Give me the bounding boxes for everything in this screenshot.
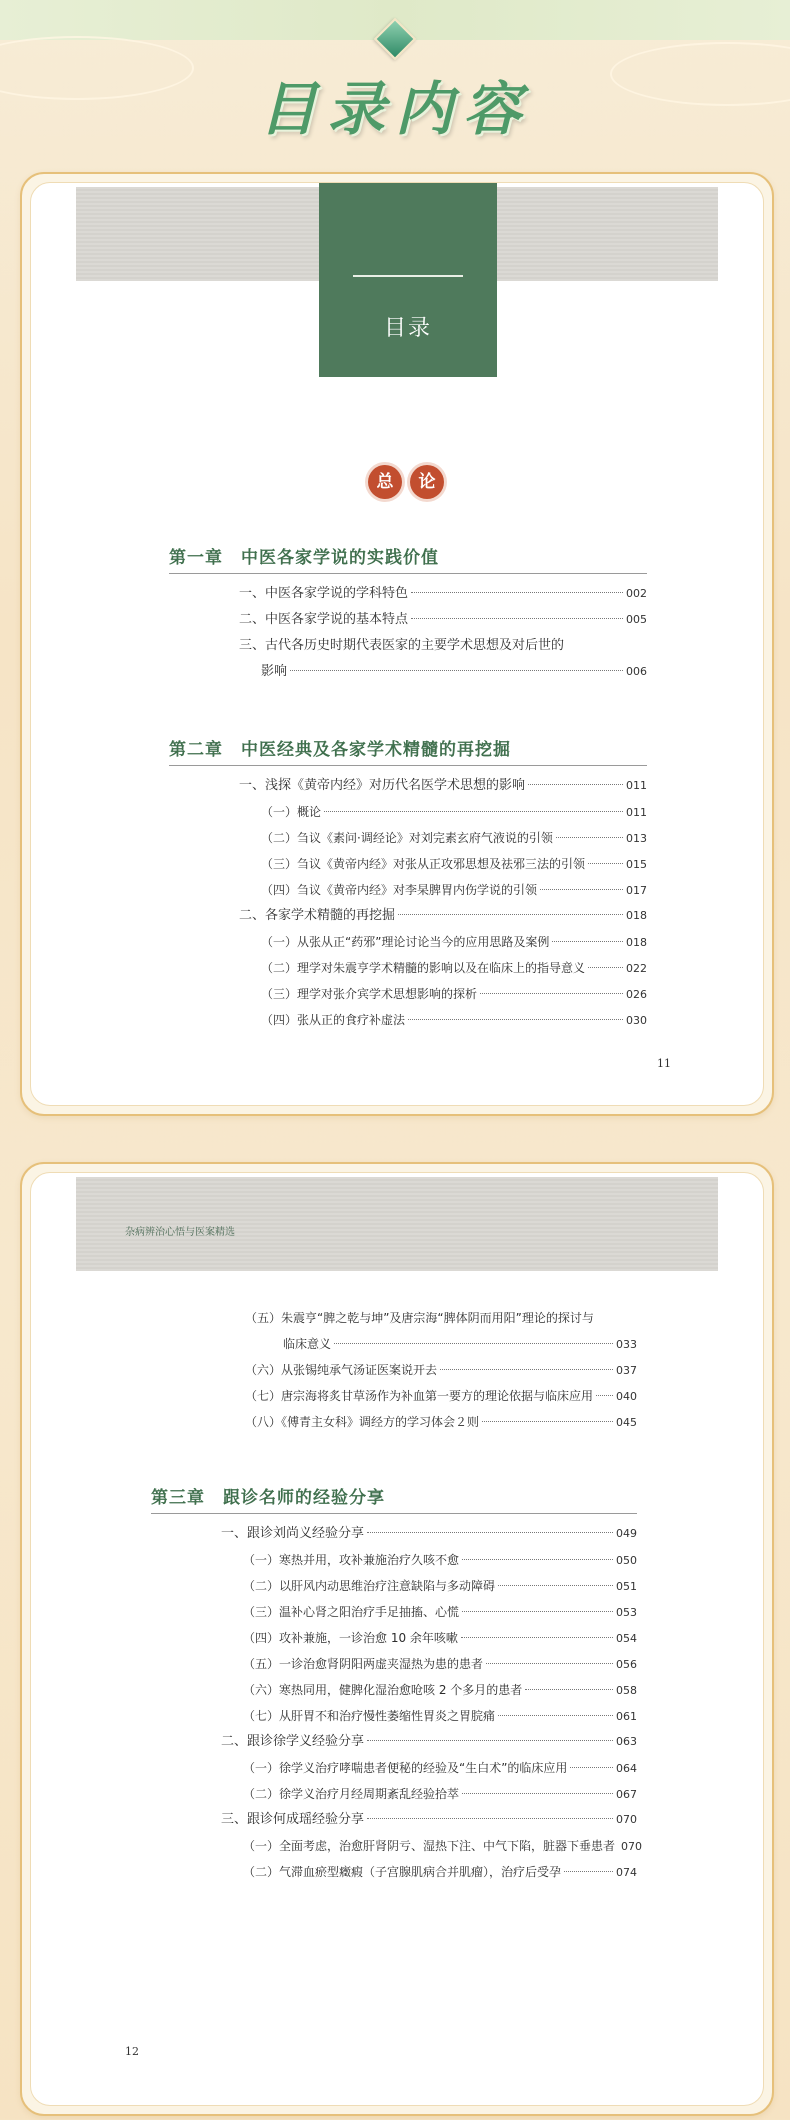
chapter-2-entries (239, 773, 647, 1033)
toc-entry[interactable]: 二、跟诊徐学义经验分享 063 (221, 1734, 637, 1749)
toc-page-2 (30, 1172, 764, 2106)
chapter-1-heading (169, 543, 439, 568)
toc-entry[interactable]: （三）理学对张介宾学术思想影响的探析 026 (261, 987, 647, 1001)
toc-entry[interactable]: （六）寒热同用，健脾化湿治愈呛咳 2 个多月的患者 058 (243, 1683, 637, 1697)
toc-entry[interactable]: 二、中医各家学说的基本特点 005 (239, 612, 647, 627)
toc-entry[interactable]: （二）以肝风内动思维治疗注意缺陷与多动障碍 051 (243, 1579, 637, 1593)
toc-entry[interactable]: （五）一诊治愈肾阴阳两虚夹湿热为患的患者 056 (243, 1657, 637, 1671)
chapter-title: 中医经典及各家学术精髓的再挖掘 (241, 740, 511, 760)
toc-entry[interactable]: （七）唐宗海将炙甘草汤作为补血第一要方的理论依据与临床应用 040 (245, 1389, 637, 1403)
toc-entry[interactable]: （二）刍议《素问·调经论》对刘完素玄府气液说的引领 013 (261, 831, 647, 845)
chapter-3-rule (151, 1513, 637, 1514)
toc-entry[interactable]: 一、中医各家学说的学科特色 002 (239, 586, 647, 601)
toc-entry[interactable]: （四）攻补兼施，一诊治愈 10 余年咳嗽 054 (243, 1631, 637, 1645)
toc-page-1 (30, 182, 764, 1106)
toc-entry-continued[interactable]: 影响 006 (261, 664, 647, 679)
toc-entry[interactable]: （四）张从正的食疗补虚法 030 (261, 1013, 647, 1027)
toc-entry[interactable]: （二）理学对朱震亨学术精髓的影响以及在临床上的指导意义 022 (261, 961, 647, 975)
chapter-title: 跟诊名师的经验分享 (223, 1488, 385, 1508)
toc-entry[interactable]: （二）徐学义治疗月经周期紊乱经验拾萃 067 (243, 1787, 637, 1801)
toc-entry[interactable]: （七）从肝胃不和治疗慢性萎缩性胃炎之胃脘痛 061 (243, 1709, 637, 1723)
toc-title-box (319, 183, 497, 377)
badge-lun: 论 (410, 465, 444, 499)
chapter-number: 第二章 (169, 740, 223, 760)
chapter-number: 第一章 (169, 548, 223, 568)
chapter-1-rule (169, 573, 647, 574)
toc-page-card-2 (20, 1162, 774, 2116)
chapter-3-heading (151, 1483, 385, 1508)
running-head: 杂病辨治心悟与医案精选 (125, 1227, 235, 1238)
page-header-title: 目录内容 (258, 75, 531, 143)
toc-entry[interactable]: 一、浅探《黄帝内经》对历代名医学术思想的影响 011 (239, 778, 647, 793)
title-divider (353, 275, 463, 277)
toc-entry[interactable]: （五）朱震亨“脾之乾与坤”及唐宗海“脾体阴而用阳”理论的探讨与 (245, 1311, 594, 1325)
chapter-1-entries (239, 581, 647, 685)
badge-zong: 总 (368, 465, 402, 499)
chapter-title: 中医各家学说的实践价值 (241, 548, 439, 568)
toc-entry[interactable]: （一）概论 011 (261, 805, 647, 819)
toc-page-card-1 (20, 172, 774, 1116)
toc-entry[interactable]: （一）寒热并用，攻补兼施治疗久咳不愈 050 (243, 1553, 637, 1567)
chapter-2-heading (169, 735, 511, 760)
toc-entry[interactable]: 一、跟诊刘尚义经验分享 049 (221, 1526, 637, 1541)
toc-entry[interactable]: （六）从张锡纯承气汤证医案说开去 037 (245, 1363, 637, 1377)
toc-entry[interactable]: 二、各家学术精髓的再挖掘 018 (239, 908, 647, 923)
toc-entry[interactable]: （一）徐学义治疗哮喘患者便秘的经验及“生白术”的临床应用 064 (243, 1761, 637, 1775)
continued-entries (245, 1305, 637, 1435)
toc-entry[interactable]: （四）刍议《黄帝内经》对李杲脾胃内伤学说的引领 017 (261, 883, 647, 897)
chapter-3-entries (221, 1521, 643, 1885)
page-number: 11 (657, 1057, 671, 1070)
chapter-2-rule (169, 765, 647, 766)
toc-entry[interactable]: （三）刍议《黄帝内经》对张从正攻邪思想及祛邪三法的引领 015 (261, 857, 647, 871)
toc-entry[interactable]: （八）《傅青主女科》调经方的学习体会２则 045 (245, 1415, 637, 1429)
chapter-number: 第三章 (151, 1488, 205, 1508)
toc-entry[interactable]: （三）温补心肾之阳治疗手足抽搐、心慌 053 (243, 1605, 637, 1619)
toc-entry[interactable]: （一）全面考虑，治愈肝肾阴亏、湿热下注、中气下陷，脏器下垂患者 070 (243, 1839, 643, 1853)
toc-entry[interactable]: 三、跟诊何成瑶经验分享 070 (221, 1812, 637, 1827)
toc-entry[interactable]: （一）从张从正“药邪”理论讨论当今的应用思路及案例 018 (261, 935, 647, 949)
toc-title: 目录 (383, 316, 432, 341)
toc-entry-continued[interactable]: 临床意义 033 (283, 1337, 637, 1351)
page-number: 12 (125, 2045, 139, 2058)
toc-entry[interactable]: （二）气滞血瘀型癥瘕（子宫腺肌病合并肌瘤），治疗后受孕 074 (243, 1865, 637, 1879)
toc-entry[interactable]: 三、古代各历史时期代表医家的主要学术思想及对后世的 (239, 638, 565, 653)
